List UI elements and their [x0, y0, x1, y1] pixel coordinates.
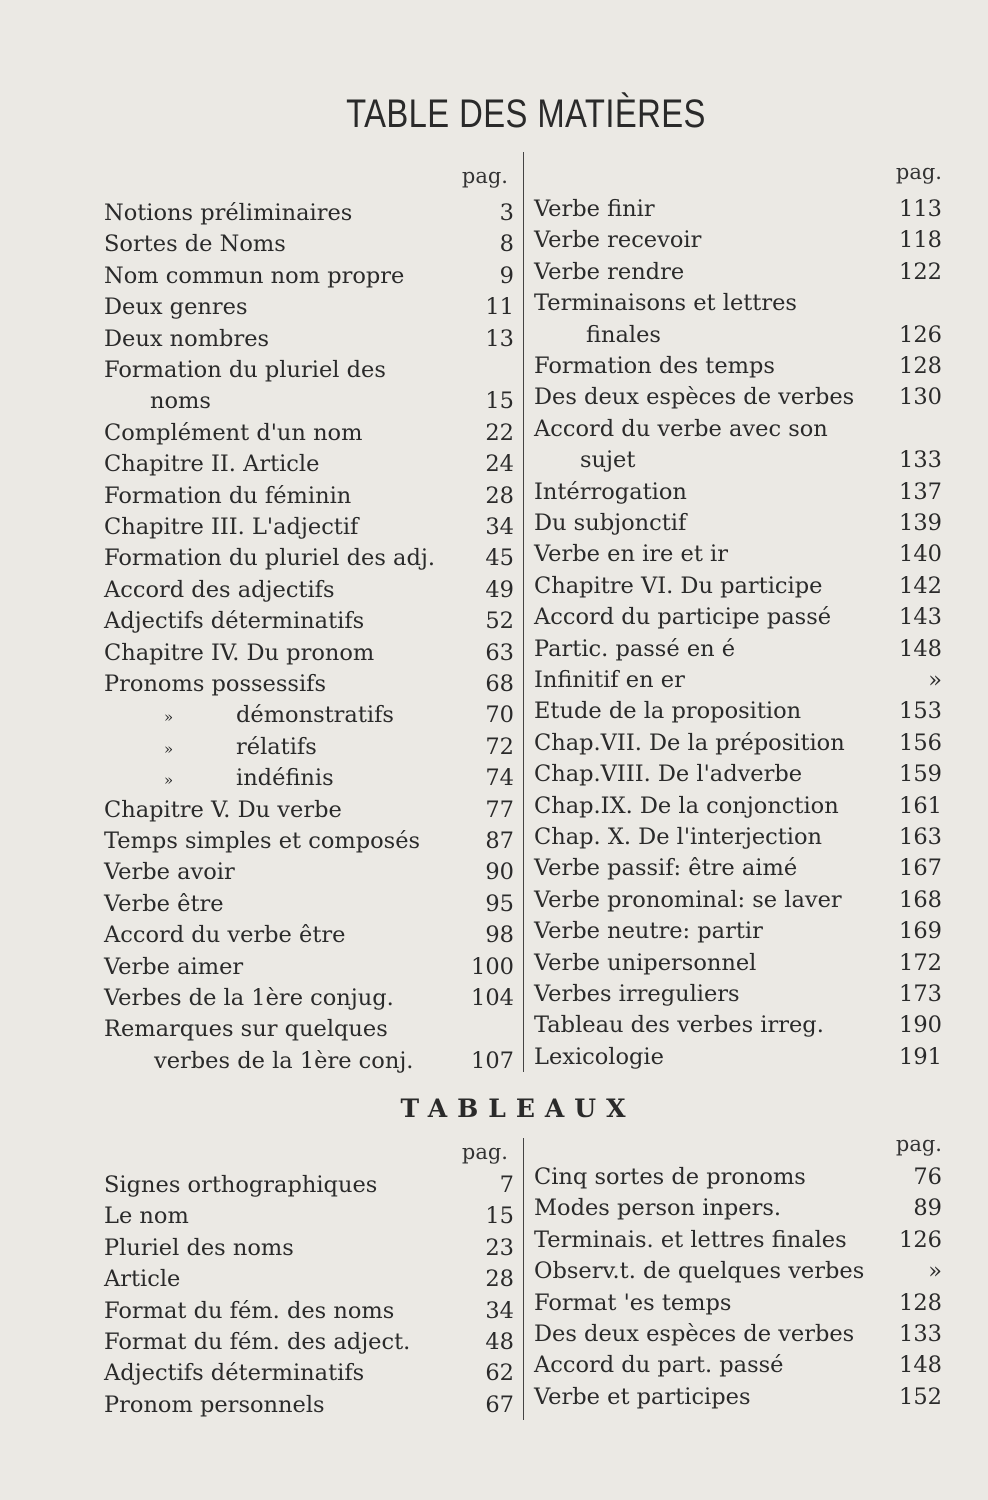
toc-entry-page: 173	[899, 981, 942, 1007]
toc-entry	[104, 1327, 518, 1358]
toc-entry-page: 190	[899, 1012, 942, 1039]
toc-entry	[534, 822, 946, 853]
toc-entry	[534, 257, 946, 288]
tableaux-title: TABLEAUX	[400, 1094, 636, 1123]
toc-entry-page: 49	[485, 576, 514, 603]
toc-entry-page: 45	[485, 545, 514, 572]
toc-entry-page: 87	[485, 828, 514, 854]
toc-entry	[104, 481, 518, 512]
toc-entry-page: 130	[899, 384, 942, 411]
toc-entry	[534, 1350, 946, 1381]
toc-entry	[104, 355, 518, 386]
toc-entry-title: Pronoms possessifs	[104, 671, 327, 697]
toc-entry-title: Format 'es temps	[534, 1289, 732, 1316]
toc-entry-title: Accord du verbe être	[104, 922, 346, 949]
toc-entry-page: 22	[485, 419, 514, 446]
toc-entry	[534, 320, 946, 351]
toc-entry-title: Format du fém. des adject.	[104, 1329, 411, 1355]
toc-entry	[534, 414, 946, 445]
toc-entry-page: 62	[485, 1360, 514, 1387]
toc-entry-title: Signes orthographiques	[104, 1172, 378, 1198]
toc-entry-page: 3	[499, 200, 514, 226]
toc-entry	[534, 539, 946, 570]
toc-entry	[534, 1162, 946, 1193]
toc-entry	[104, 920, 518, 951]
toc-entry	[104, 324, 518, 355]
toc-entry-page: 113	[899, 196, 942, 222]
ditto-mark: »	[164, 771, 174, 790]
toc-entry	[534, 979, 946, 1010]
toc-entry-page: 148	[899, 635, 942, 662]
toc-entry-page: 133	[899, 447, 942, 474]
toc-entry-title: Terminaisons et lettres	[534, 290, 797, 317]
toc-entry	[534, 1288, 946, 1319]
toc-entry-page: 104	[471, 985, 514, 1011]
toc-entry-page: 7	[499, 1172, 514, 1198]
toc-entry-page: 137	[899, 478, 942, 505]
toc-entry-page: 142	[899, 572, 942, 599]
toc-entry-title: Accord du participe passé	[534, 604, 832, 631]
toc-entry-title: Verbe finir	[534, 196, 655, 222]
toc-entry	[104, 1014, 518, 1045]
toc-entry-page: 159	[899, 761, 942, 788]
toc-entry-page: 89	[913, 1195, 942, 1222]
toc-entry	[104, 1233, 518, 1264]
pag-label: pag.	[895, 1132, 942, 1156]
toc-entry	[534, 791, 946, 822]
toc-entry	[104, 889, 518, 920]
toc-entry-title: Accord du verbe avec son	[534, 415, 828, 442]
toc-entry	[534, 571, 946, 602]
toc-entry-page: 68	[485, 671, 514, 697]
toc-entry-title: Verbe recevoir	[534, 227, 702, 254]
toc-entry	[534, 759, 946, 790]
toc-entry-title: Complément d'un nom	[104, 419, 363, 446]
toc-entry-title: Verbe pronominal: se laver	[534, 886, 842, 913]
toc-entry-text: démonstratifs	[236, 702, 394, 729]
toc-entry	[104, 198, 518, 229]
toc-entry-page: 11	[485, 294, 514, 321]
toc-entry	[534, 194, 946, 225]
toc-entry-page: 107	[471, 1047, 514, 1074]
toc-entry-page: 140	[899, 541, 942, 568]
toc-entry-page: 15	[485, 1203, 514, 1230]
toc-entry	[104, 261, 518, 292]
toc-entry	[534, 916, 946, 947]
toc-entry-page: 139	[899, 510, 942, 536]
toc-entry-page: 126	[899, 321, 942, 348]
toc-entry-page: 48	[485, 1329, 514, 1355]
toc-entry-title: Intérrogation	[534, 478, 687, 505]
toc-entry-page: 143	[899, 604, 942, 631]
toc-entry-title: Deux genres	[104, 294, 248, 321]
toc-entry-title: Chap.IX. De la conjonction	[534, 792, 839, 819]
toc-entry	[104, 669, 518, 700]
toc-entry-page: 133	[899, 1321, 942, 1347]
toc-entry-page: 168	[899, 886, 942, 913]
toc-entry	[534, 445, 946, 476]
toc-entry	[534, 665, 946, 696]
toc-entry	[104, 606, 518, 637]
toc-entry-page: »	[928, 1258, 942, 1285]
toc-entry-title	[164, 732, 317, 765]
toc-entry-title: Accord du part. passé	[534, 1352, 784, 1379]
toc-entry-title: Etude de la proposition	[534, 698, 802, 725]
toc-entry	[104, 638, 518, 669]
toc-entry-title: Lexicologie	[534, 1043, 664, 1070]
toc-entry-title: Verbes irreguliers	[534, 981, 740, 1007]
toc-entry-title: Verbe unipersonnel	[534, 949, 757, 976]
toc-entry-page: 152	[899, 1383, 942, 1410]
toc-entry-title: Infinitif en er	[534, 667, 685, 693]
toc-entry-page: 15	[485, 388, 514, 415]
toc-entry-title: Du subjonctif	[534, 510, 687, 536]
toc-entry-title: Tableau des verbes irreg.	[534, 1012, 824, 1039]
toc-entry-page: 161	[899, 792, 942, 819]
toc-entry	[104, 386, 518, 417]
toc-entry	[104, 732, 518, 763]
toc-entry-page: 167	[899, 855, 942, 882]
toc-entry	[104, 1170, 518, 1201]
toc-entry-title: Verbe passif: être aimé	[534, 855, 798, 882]
toc-entry	[104, 449, 518, 480]
toc-entry-page: 169	[899, 918, 942, 945]
toc-entry-title: Pluriel des noms	[104, 1234, 294, 1261]
toc-entry-page: 72	[485, 733, 514, 760]
toc-entry-title: finales	[586, 321, 661, 348]
toc-entry-page: 8	[499, 231, 514, 258]
ditto-mark: »	[164, 739, 174, 758]
toc-entry-title: Chapitre V. Du verbe	[104, 796, 342, 823]
toc-entry	[104, 1046, 518, 1077]
toc-entry	[534, 885, 946, 916]
toc-entry-page: 148	[899, 1352, 942, 1379]
toc-entry-page: 34	[485, 1297, 514, 1324]
toc-entry-title: Formation du pluriel des adj.	[104, 545, 435, 572]
toc-entry	[104, 952, 518, 983]
toc-entry-page: 163	[899, 824, 942, 850]
toc-entry-page: 34	[485, 514, 514, 540]
toc-entry-page: 126	[899, 1226, 942, 1253]
toc-entry	[104, 857, 518, 888]
toc-entry-page: 128	[899, 1289, 942, 1316]
toc-entry-page: 122	[899, 258, 942, 285]
toc-entry	[104, 543, 518, 574]
toc-entry-page: 191	[899, 1043, 942, 1070]
toc-entry-text: indéfinis	[236, 765, 334, 792]
pag-label: pag.	[895, 160, 942, 184]
toc-entry-title: Le nom	[104, 1203, 189, 1230]
toc-entry-title: Formation du féminin	[104, 482, 352, 509]
toc-entry-title: Chapitre IV. Du pronom	[104, 639, 375, 666]
toc-entry-title	[164, 700, 394, 733]
toc-entry	[104, 292, 518, 323]
toc-entry-title	[164, 763, 334, 796]
toc-entry-page: 28	[485, 1266, 514, 1293]
toc-entry-title: Chapitre VI. Du participe	[534, 572, 823, 599]
toc-entry	[104, 575, 518, 606]
toc-entry-text: rélatifs	[236, 733, 317, 760]
toc-entry-title: Chap.VII. De la préposition	[534, 729, 845, 756]
toc-entry-page: 23	[485, 1234, 514, 1261]
toc-entry-title: Chap. X. De l'interjection	[534, 824, 823, 850]
toc-entry-page: 28	[485, 482, 514, 509]
toc-entry	[104, 1390, 518, 1421]
toc-entry	[104, 418, 518, 449]
toc-entry-title: Verbe rendre	[534, 258, 685, 285]
toc-entry	[104, 1264, 518, 1295]
toc-entry-title: Modes person inpers.	[534, 1195, 782, 1222]
toc-entry	[104, 512, 518, 543]
toc-entry-title: Verbe être	[104, 890, 224, 917]
toc-entry-title: Pronom personnels	[104, 1391, 325, 1418]
toc-entry	[534, 728, 946, 759]
toc-entry	[534, 1319, 946, 1350]
toc-entry-title: Formation des temps	[534, 353, 775, 379]
toc-entry	[104, 826, 518, 857]
toc-entry-title: Chap.VIII. De l'adverbe	[534, 761, 803, 788]
column-divider	[523, 152, 524, 1072]
toc-entry	[534, 382, 946, 413]
toc-entry-page: 98	[485, 922, 514, 949]
pag-label: pag.	[461, 164, 508, 188]
toc-entry-title: Temps simples et composés	[104, 828, 421, 854]
toc-entry-page: 128	[899, 353, 942, 379]
toc-entry	[104, 229, 518, 260]
toc-entry-title: Chapitre III. L'adjectif	[104, 514, 359, 540]
toc-entry-page: 74	[485, 765, 514, 792]
toc-entry-page: 52	[485, 608, 514, 635]
toc-entry-title: Notions préliminaires	[104, 200, 353, 226]
toc-entry	[104, 795, 518, 826]
toc-entry	[534, 634, 946, 665]
toc-entry-title: Deux nombres	[104, 325, 270, 352]
page-title: TABLE DES MATIÈRES	[346, 92, 706, 136]
toc-entry	[104, 1201, 518, 1232]
toc-entry-title: Nom commun nom propre	[104, 262, 405, 289]
toc-entry	[534, 1042, 946, 1073]
toc-entry-page: 77	[485, 796, 514, 823]
toc-entry-page: 153	[899, 698, 942, 725]
toc-entry-title: Terminais. et lettres finales	[534, 1226, 847, 1253]
toc-entry-title: Verbe et participes	[534, 1383, 751, 1410]
toc-entry	[534, 1225, 946, 1256]
pag-label: pag.	[461, 1140, 508, 1164]
toc-entry-title: Partic. passé en é	[534, 635, 736, 662]
toc-entry-title: Des deux espèces de verbes	[534, 384, 855, 411]
toc-entry-title: Formation du pluriel des	[104, 357, 386, 383]
toc-entry-title: Verbe en ire et ir	[534, 541, 728, 568]
toc-entry-title: Observ.t. de quelques verbes	[534, 1258, 865, 1285]
toc-entry-title: Verbe avoir	[104, 859, 235, 886]
toc-entry-page: 70	[485, 702, 514, 729]
toc-entry-page: 76	[913, 1164, 942, 1190]
toc-entry	[534, 288, 946, 319]
toc-entry	[104, 1358, 518, 1389]
toc-entry-title: Adjectifs déterminatifs	[104, 608, 365, 635]
toc-entry-title: Verbes de la 1ère conjug.	[104, 985, 394, 1011]
toc-entry-title: sujet	[580, 447, 636, 474]
toc-entry	[534, 1193, 946, 1224]
toc-entry-title: Chapitre II. Article	[104, 451, 320, 478]
ditto-mark: »	[164, 708, 174, 727]
toc-entry	[104, 700, 518, 731]
toc-entry-page: 156	[899, 729, 942, 756]
toc-entry-page: 172	[899, 949, 942, 976]
toc-entry-page: 24	[485, 451, 514, 478]
toc-entry	[534, 1382, 946, 1413]
toc-entry-title: Verbe neutre: partir	[534, 918, 763, 945]
toc-entry	[534, 602, 946, 633]
column-divider	[523, 1138, 524, 1420]
toc-entry-title: Verbe aimer	[104, 953, 244, 980]
toc-entry-title: Format du fém. des noms	[104, 1297, 395, 1324]
toc-entry	[534, 351, 946, 382]
toc-entry-title: Cinq sortes de pronoms	[534, 1164, 806, 1190]
toc-entry	[534, 225, 946, 256]
toc-entry-page: 63	[485, 639, 514, 666]
toc-entry-title: verbes de la 1ère conj.	[154, 1047, 414, 1074]
toc-entry	[534, 696, 946, 727]
toc-entry	[534, 508, 946, 539]
toc-entry-title: Remarques sur quelques	[104, 1016, 388, 1043]
toc-entry	[534, 477, 946, 508]
toc-entry	[534, 1010, 946, 1041]
toc-entry-title: noms	[150, 388, 211, 415]
toc-entry-page: 95	[485, 890, 514, 917]
toc-entry-title: Accord des adjectifs	[104, 576, 335, 603]
toc-entry	[534, 853, 946, 884]
toc-entry-page: 9	[499, 262, 514, 289]
toc-entry	[534, 1256, 946, 1287]
toc-entry-page: »	[928, 667, 942, 693]
toc-entry-title: Sortes de Noms	[104, 231, 286, 258]
toc-entry	[104, 983, 518, 1014]
toc-entry-page: 100	[471, 953, 514, 980]
toc-entry-title: Des deux espèces de verbes	[534, 1321, 855, 1347]
toc-entry-page: 13	[485, 325, 514, 352]
toc-entry-page: 118	[899, 227, 942, 254]
toc-entry	[534, 948, 946, 979]
toc-entry-page: 90	[485, 859, 514, 886]
toc-entry-page: 67	[485, 1391, 514, 1418]
toc-entry	[104, 763, 518, 794]
toc-entry	[104, 1296, 518, 1327]
toc-entry-title: Article	[104, 1266, 181, 1293]
toc-entry-title: Adjectifs déterminatifs	[104, 1360, 365, 1387]
